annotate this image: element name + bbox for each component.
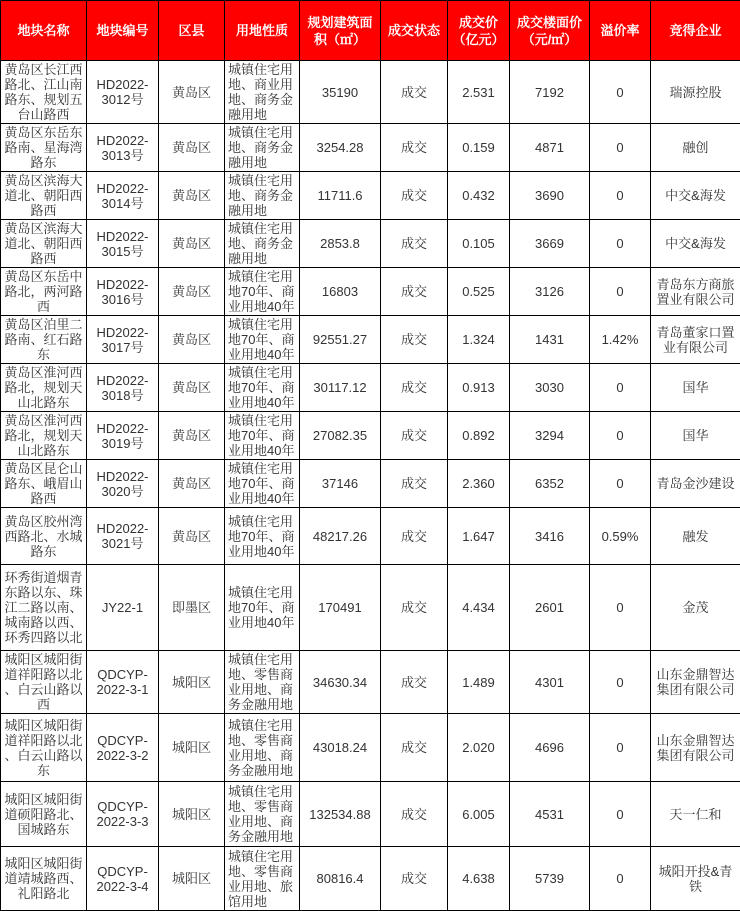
cell-land-use: 城镇住宅用地、商务金融用地 — [225, 172, 300, 220]
table-row — [1, 508, 740, 565]
cell-parcel-code: QDCYP-2022-3-1 — [87, 651, 159, 714]
cell-price: 0.432 — [448, 172, 510, 220]
cell-premium-rate: 0 — [590, 460, 651, 508]
cell-land-use: 城镇住宅用地、零售商业用地、旅馆用地 — [225, 847, 300, 911]
cell-price: 1.489 — [448, 651, 510, 714]
header-row — [1, 1, 740, 61]
table-row — [1, 364, 740, 412]
cell-price: 0.105 — [448, 220, 510, 268]
cell-floor-price: 6352 — [510, 460, 590, 508]
cell-floor-price: 3126 — [510, 268, 590, 316]
cell-floor-price: 7192 — [510, 61, 590, 124]
cell-status: 成交 — [381, 847, 448, 911]
table-row — [1, 172, 740, 220]
cell-planned-area: 2853.8 — [300, 220, 381, 268]
cell-price: 4.434 — [448, 565, 510, 651]
cell-land-use: 城镇住宅用地70年、商业用地40年 — [225, 460, 300, 508]
cell-planned-area: 170491 — [300, 565, 381, 651]
cell-status: 成交 — [381, 460, 448, 508]
cell-premium-rate: 0 — [590, 714, 651, 782]
cell-planned-area: 27082.35 — [300, 412, 381, 460]
cell-price: 2.020 — [448, 714, 510, 782]
cell-premium-rate: 0 — [590, 220, 651, 268]
table-row — [1, 268, 740, 316]
cell-winner: 中交&海发 — [651, 220, 740, 268]
cell-parcel-name: 城阳区城阳街道祥阳路以北、白云山路以西 — [1, 651, 87, 714]
table-row — [1, 61, 740, 124]
cell-parcel-code: HD2022-3016号 — [87, 268, 159, 316]
cell-planned-area: 80816.4 — [300, 847, 381, 911]
cell-district: 城阳区 — [159, 847, 225, 911]
cell-planned-area: 92551.27 — [300, 316, 381, 364]
cell-district: 黄岛区 — [159, 61, 225, 124]
column-header: 地块编号 — [87, 1, 159, 61]
cell-planned-area: 48217.26 — [300, 508, 381, 565]
cell-floor-price: 3416 — [510, 508, 590, 565]
cell-premium-rate: 0.59% — [590, 508, 651, 565]
cell-planned-area: 30117.12 — [300, 364, 381, 412]
cell-parcel-code: HD2022-3013号 — [87, 124, 159, 172]
cell-district: 即墨区 — [159, 565, 225, 651]
cell-premium-rate: 0 — [590, 565, 651, 651]
cell-land-use: 城镇住宅用地、商业用地、商务金融用地 — [225, 61, 300, 124]
cell-premium-rate: 0 — [590, 782, 651, 847]
cell-price: 2.360 — [448, 460, 510, 508]
cell-winner: 山东金鼎智达集团有限公司 — [651, 651, 740, 714]
cell-land-use: 城镇住宅用地70年、商业用地40年 — [225, 316, 300, 364]
cell-floor-price: 4696 — [510, 714, 590, 782]
cell-winner: 山东金鼎智达集团有限公司 — [651, 714, 740, 782]
cell-planned-area: 16803 — [300, 268, 381, 316]
cell-parcel-name: 黄岛区胶州湾西路北、水城路东 — [1, 508, 87, 565]
cell-parcel-name: 黄岛区淮河西路北，规划天山北路东 — [1, 412, 87, 460]
table-row — [1, 714, 740, 782]
cell-parcel-code: HD2022-3021号 — [87, 508, 159, 565]
cell-district: 黄岛区 — [159, 364, 225, 412]
cell-premium-rate: 0 — [590, 651, 651, 714]
table-row — [1, 782, 740, 847]
column-header: 规划建筑面积（㎡） — [300, 1, 381, 61]
cell-premium-rate: 0 — [590, 412, 651, 460]
cell-floor-price: 5739 — [510, 847, 590, 911]
cell-premium-rate: 0 — [590, 172, 651, 220]
cell-winner: 天一仁和 — [651, 782, 740, 847]
cell-planned-area: 34630.34 — [300, 651, 381, 714]
table-row — [1, 124, 740, 172]
table-row — [1, 847, 740, 911]
cell-parcel-code: HD2022-3018号 — [87, 364, 159, 412]
cell-status: 成交 — [381, 364, 448, 412]
cell-winner: 青岛金沙建设 — [651, 460, 740, 508]
cell-status: 成交 — [381, 651, 448, 714]
column-header: 成交楼面价（元/㎡） — [510, 1, 590, 61]
cell-district: 黄岛区 — [159, 316, 225, 364]
cell-price: 2.531 — [448, 61, 510, 124]
cell-parcel-code: HD2022-3014号 — [87, 172, 159, 220]
cell-parcel-code: QDCYP-2022-3-2 — [87, 714, 159, 782]
cell-district: 城阳区 — [159, 651, 225, 714]
cell-planned-area: 3254.28 — [300, 124, 381, 172]
cell-floor-price: 4301 — [510, 651, 590, 714]
cell-parcel-code: QDCYP-2022-3-3 — [87, 782, 159, 847]
cell-price: 6.005 — [448, 782, 510, 847]
cell-floor-price: 3030 — [510, 364, 590, 412]
cell-floor-price: 3690 — [510, 172, 590, 220]
cell-district: 黄岛区 — [159, 508, 225, 565]
table-row — [1, 651, 740, 714]
cell-status: 成交 — [381, 782, 448, 847]
cell-parcel-name: 城阳区城阳街道硕阳路北、国城路东 — [1, 782, 87, 847]
cell-floor-price: 4871 — [510, 124, 590, 172]
cell-parcel-code: JY22-1 — [87, 565, 159, 651]
table-row — [1, 220, 740, 268]
cell-status: 成交 — [381, 61, 448, 124]
cell-land-use: 城镇住宅用地、零售商业用地、商务金融用地 — [225, 714, 300, 782]
cell-price: 0.159 — [448, 124, 510, 172]
cell-status: 成交 — [381, 565, 448, 651]
cell-winner: 金茂 — [651, 565, 740, 651]
cell-premium-rate: 1.42% — [590, 316, 651, 364]
cell-premium-rate: 0 — [590, 847, 651, 911]
cell-land-use: 城镇住宅用地、商务金融用地 — [225, 124, 300, 172]
column-header: 地块名称 — [1, 1, 87, 61]
cell-premium-rate: 0 — [590, 61, 651, 124]
cell-price: 0.892 — [448, 412, 510, 460]
cell-status: 成交 — [381, 316, 448, 364]
cell-parcel-code: HD2022-3019号 — [87, 412, 159, 460]
cell-price: 1.324 — [448, 316, 510, 364]
cell-parcel-name: 黄岛区昆仑山路东、峨眉山路西 — [1, 460, 87, 508]
cell-district: 城阳区 — [159, 782, 225, 847]
cell-status: 成交 — [381, 220, 448, 268]
cell-parcel-name: 黄岛区长江西路北、江山南路东、规划五台山路西 — [1, 61, 87, 124]
cell-planned-area: 11711.6 — [300, 172, 381, 220]
table-body — [1, 61, 740, 911]
column-header: 溢价率 — [590, 1, 651, 61]
cell-premium-rate: 0 — [590, 268, 651, 316]
cell-status: 成交 — [381, 412, 448, 460]
cell-land-use: 城镇住宅用地、零售商业用地、商务金融用地 — [225, 651, 300, 714]
cell-land-use: 城镇住宅用地、商务金融用地 — [225, 220, 300, 268]
cell-district: 黄岛区 — [159, 460, 225, 508]
cell-land-use: 城镇住宅用地70年、商业用地40年 — [225, 412, 300, 460]
cell-parcel-name: 城阳区城阳街道靖城路西、礼阳路北 — [1, 847, 87, 911]
cell-parcel-code: HD2022-3017号 — [87, 316, 159, 364]
cell-price: 0.525 — [448, 268, 510, 316]
cell-winner: 青岛董家口置业有限公司 — [651, 316, 740, 364]
table-row — [1, 460, 740, 508]
cell-status: 成交 — [381, 172, 448, 220]
cell-planned-area: 35190 — [300, 61, 381, 124]
cell-winner: 国华 — [651, 364, 740, 412]
cell-winner: 青岛东方商旅置业有限公司 — [651, 268, 740, 316]
cell-parcel-name: 城阳区城阳街道祥阳路以北、白云山路以东 — [1, 714, 87, 782]
cell-district: 城阳区 — [159, 714, 225, 782]
cell-parcel-name: 黄岛区淮河西路北，规划天山北路东 — [1, 364, 87, 412]
cell-parcel-name: 黄岛区东岳中路北，两河路西 — [1, 268, 87, 316]
cell-land-use: 城镇住宅用地70年、商业用地40年 — [225, 364, 300, 412]
cell-winner: 瑞源控股 — [651, 61, 740, 124]
cell-planned-area: 37146 — [300, 460, 381, 508]
table-row — [1, 412, 740, 460]
column-header: 竞得企业 — [651, 1, 740, 61]
cell-price: 1.647 — [448, 508, 510, 565]
cell-parcel-name: 黄岛区滨海大道北、朝阳西路西 — [1, 220, 87, 268]
cell-land-use: 城镇住宅用地70年、商业用地40年 — [225, 565, 300, 651]
cell-winner: 中交&海发 — [651, 172, 740, 220]
cell-parcel-name: 黄岛区泊里二路南、红石路东 — [1, 316, 87, 364]
cell-planned-area: 43018.24 — [300, 714, 381, 782]
cell-district: 黄岛区 — [159, 220, 225, 268]
cell-land-use: 城镇住宅用地70年、商业用地40年 — [225, 508, 300, 565]
cell-district: 黄岛区 — [159, 172, 225, 220]
column-header: 成交价（亿元） — [448, 1, 510, 61]
cell-land-use: 城镇住宅用地、零售商业用地、商务金融用地 — [225, 782, 300, 847]
cell-district: 黄岛区 — [159, 124, 225, 172]
cell-parcel-code: HD2022-3015号 — [87, 220, 159, 268]
cell-price: 0.913 — [448, 364, 510, 412]
cell-planned-area: 132534.88 — [300, 782, 381, 847]
cell-status: 成交 — [381, 714, 448, 782]
cell-floor-price: 4531 — [510, 782, 590, 847]
cell-parcel-name: 环秀街道烟青东路以东、珠江二路以南、城南路以西、环秀四路以北 — [1, 565, 87, 651]
cell-status: 成交 — [381, 508, 448, 565]
table-row — [1, 316, 740, 364]
cell-status: 成交 — [381, 124, 448, 172]
cell-floor-price: 1431 — [510, 316, 590, 364]
cell-floor-price: 3294 — [510, 412, 590, 460]
cell-parcel-code: HD2022-3020号 — [87, 460, 159, 508]
cell-parcel-name: 黄岛区东岳东路南、星海湾路东 — [1, 124, 87, 172]
cell-floor-price: 2601 — [510, 565, 590, 651]
cell-district: 黄岛区 — [159, 412, 225, 460]
cell-status: 成交 — [381, 268, 448, 316]
cell-premium-rate: 0 — [590, 124, 651, 172]
cell-land-use: 城镇住宅用地70年、商业用地40年 — [225, 268, 300, 316]
cell-floor-price: 3669 — [510, 220, 590, 268]
column-header: 成交状态 — [381, 1, 448, 61]
column-header: 用地性质 — [225, 1, 300, 61]
cell-winner: 城阳开投&青铁 — [651, 847, 740, 911]
table-row — [1, 565, 740, 651]
cell-winner: 融创 — [651, 124, 740, 172]
cell-parcel-code: HD2022-3012号 — [87, 61, 159, 124]
column-header: 区县 — [159, 1, 225, 61]
cell-price: 4.638 — [448, 847, 510, 911]
cell-parcel-code: QDCYP-2022-3-4 — [87, 847, 159, 911]
cell-district: 黄岛区 — [159, 268, 225, 316]
cell-winner: 国华 — [651, 412, 740, 460]
cell-premium-rate: 0 — [590, 364, 651, 412]
cell-parcel-name: 黄岛区滨海大道北、朝阳西路西 — [1, 172, 87, 220]
cell-winner: 融发 — [651, 508, 740, 565]
